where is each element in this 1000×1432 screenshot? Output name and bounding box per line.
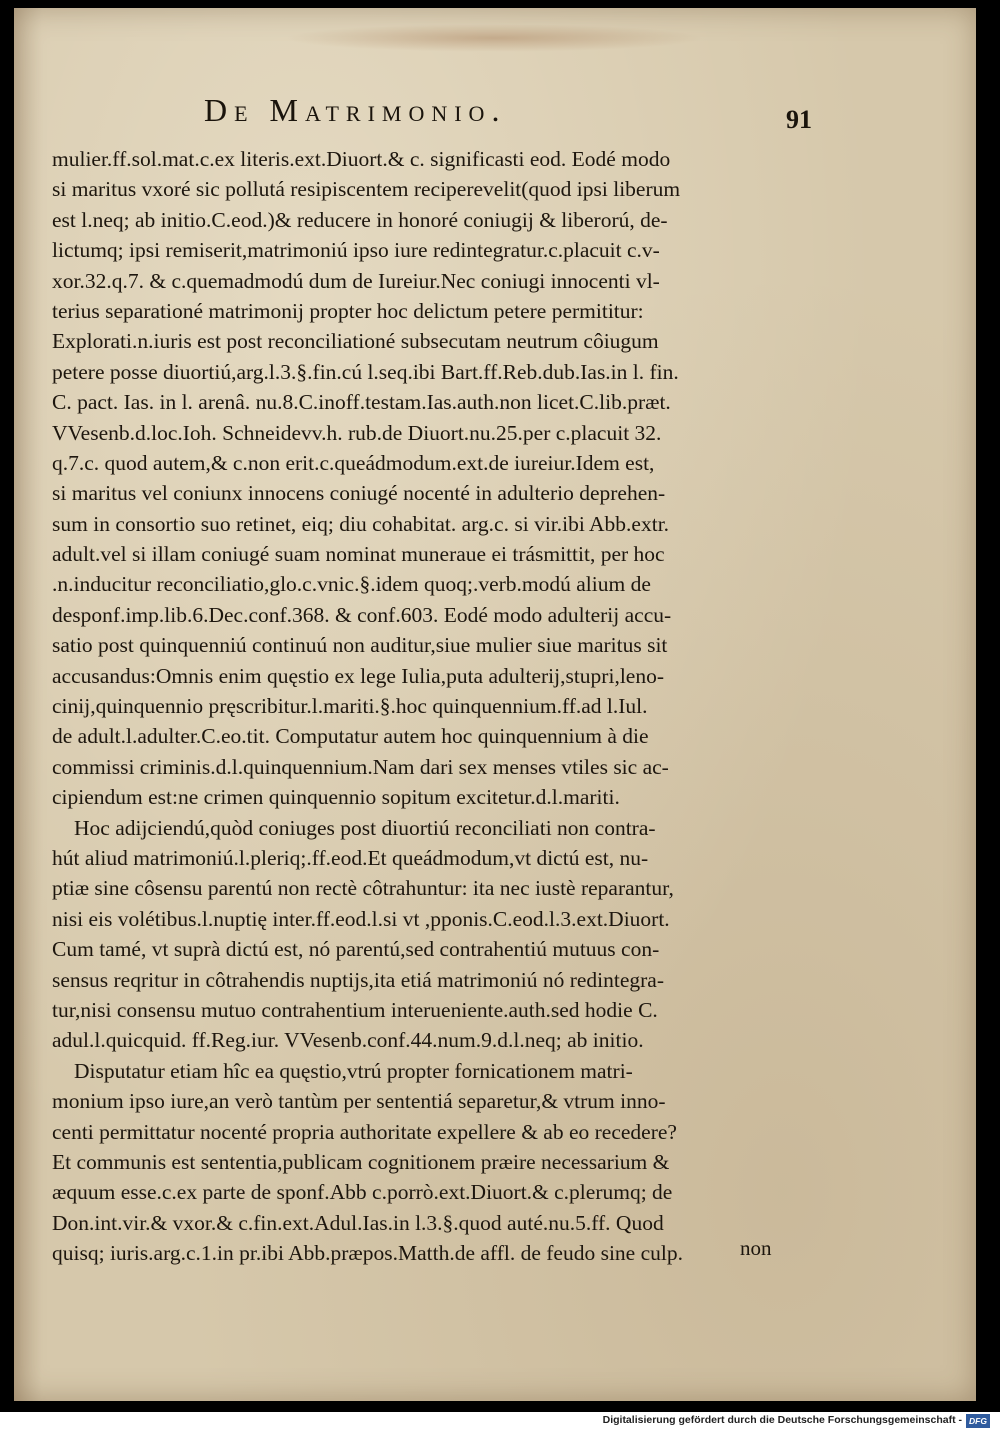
text-line: Don.int.vir.& vxor.& c.fin.ext.Adul.Ias.in l.3.§.quod auté.nu.5.ff. Quod	[52, 1210, 664, 1235]
text-line: Cum tamé, vt suprà dictú est, nó parentú,sed contrahentiú mutuus con-	[52, 937, 660, 962]
text-line: adult.vel si illam coniugé suam nominat muneraue ei trásmittit, per hoc	[52, 542, 665, 567]
folio-number: 91	[786, 105, 812, 134]
text-line: Disputatur etiam hîc ea quęstio,vtrú propter fornicationem matri-	[74, 1058, 633, 1083]
running-head: De Matrimonio.	[204, 92, 507, 128]
text-line: cipiendum est:ne crimen quinquennio sopitum excitetur.d.l.mariti.	[52, 785, 620, 810]
text-line: .n.inducitur reconciliatio,glo.c.vnic.§.idem quoq;.verb.modú alium de	[52, 572, 651, 597]
text-line: q.7.c. quod autem,& c.non erit.c.queádmodum.ext.de iureiur.Idem est,	[52, 450, 655, 475]
text-line: terius separationé matrimonij propter hoc delictum petere permititur:	[52, 298, 644, 323]
text-line: tur,nisi consensu mutuo contrahentium interueniente.auth.sed hodie C.	[52, 997, 658, 1022]
text-line: C. pact. Ias. in l. arenâ. nu.8.C.inoff.testam.Ias.auth.non licet.C.lib.præt.	[52, 390, 671, 415]
text-line: xor.32.q.7. & c.quemadmodú dum de Iureiur.Nec coniugi innocenti vl-	[52, 268, 660, 293]
paper-stain	[284, 24, 704, 52]
dfg-logo: DFG	[966, 1414, 990, 1428]
text-line: si maritus vxoré sic pollutá resipiscentem reciperevelit(quod ipsi liberum	[52, 177, 681, 202]
text-line: nisi eis volétibus.l.nuptię inter.ff.eod.l.si vt ,pponis.C.eod.l.3.ext.Diuort.	[52, 906, 670, 931]
text-line: monium ipso iure,an verò tantùm per sententiá separetur,& vtrum inno-	[52, 1089, 666, 1114]
catchword: non	[740, 1236, 772, 1260]
text-line: est l.neq; ab initio.C.eod.)& reducere in honoré coniugij & liberorú, de-	[52, 207, 668, 232]
funding-credit: Digitalisierung gefördert durch die Deutsche Forschungsgemeinschaft -	[602, 1414, 962, 1426]
text-line: æquum esse.c.ex parte de sponf.Abb c.porrò.ext.Diuort.& c.plerumq; de	[52, 1180, 673, 1205]
text-line: accusandus:Omnis enim quęstio ex lege Iulia,puta adulterij,stupri,leno-	[52, 663, 664, 688]
book-page	[14, 8, 976, 1401]
text-line: de adult.l.adulter.C.eo.tit. Computatur autem hoc quinquennium à die	[52, 724, 649, 749]
text-line: Hoc adijciendú,quòd coniuges post diuortiú reconciliati non contra-	[74, 815, 656, 840]
text-line: commissi criminis.d.l.quinquennium.Nam dari sex menses vtiles sic ac-	[52, 754, 669, 779]
text-line: petere posse diuortiú,arg.l.3.§.fin.cú l.seq.ibi Bart.ff.Reb.dub.Ias.in l. fin.	[52, 359, 679, 384]
text-block	[52, 144, 820, 1268]
text-line: lictumq; ipsi remiserit,matrimoniú ipso iure redintegratur.c.placuit c.v-	[52, 238, 660, 263]
text-line: ptiæ sine côsensu parentú non rectè côtrahuntur: ita nec iustè reparantur,	[52, 876, 674, 901]
text-line: desponf.imp.lib.6.Dec.conf.368. & conf.603. Eodé modo adulterij accu-	[52, 602, 672, 627]
text-line: quisq; iuris.arg.c.1.in pr.ibi Abb.præpos.Matth.de affl. de feudo sine culp.	[52, 1241, 683, 1266]
text-line: mulier.ff.sol.mat.c.ex literis.ext.Diuort.& c. significasti eod. Eodé modo	[52, 147, 671, 171]
text-line: satio post quinquenniú continuú non auditur,siue mulier siue maritus sit	[52, 633, 668, 658]
text-line: VVesenb.d.loc.Ioh. Schneidevv.h. rub.de Diuort.nu.25.per c.placuit 32.	[52, 420, 662, 445]
text-line: si maritus vel coniunx innocens coniugé nocenté in adulterio deprehen-	[52, 481, 666, 506]
text-line: hút aliud matrimoniú.l.pleriq;.ff.eod.Et queádmodum,vt dictú est, nu-	[52, 845, 649, 870]
text-line: Explorati.n.iuris est post reconciliationé subsecutam neutrum côiugum	[52, 329, 659, 354]
text-line: sum in consortio suo retinet, eiq; diu cohabitat. arg.c. si vir.ibi Abb.extr.	[52, 511, 670, 536]
text-line: cinij,quinquennio pręscribitur.l.mariti.§.hoc quinquennium.ff.ad l.Iul.	[52, 694, 648, 719]
text-line: sensus reqritur in côtrahendis nuptijs,ita etiá matrimoniú nó redintegra-	[52, 967, 664, 992]
text-line: centi permittatur nocenté propria authoritate expellere & ab eo recedere?	[52, 1119, 677, 1144]
text-line: adul.l.quicquid. ff.Reg.iur. VVesenb.conf.44.num.9.d.l.neq; ab initio.	[52, 1028, 644, 1053]
text-line: Et communis est sententia,publicam cognitionem præire necessarium &	[52, 1149, 670, 1174]
